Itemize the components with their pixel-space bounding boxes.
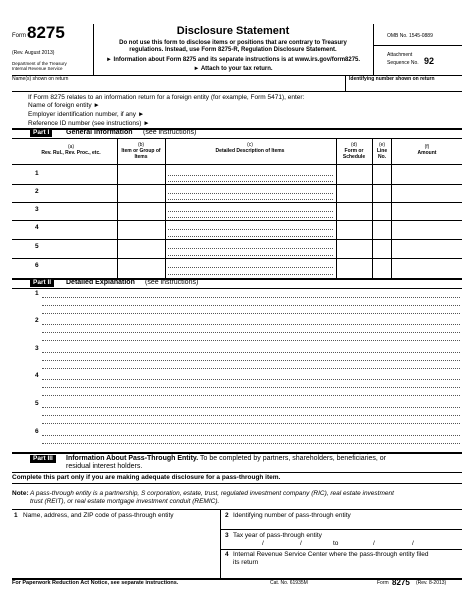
tax-year-slash: /	[300, 540, 302, 547]
part2-row-number: 4	[35, 372, 39, 379]
form-number: 8275	[27, 23, 65, 42]
col-a-letter: (a)	[67, 144, 75, 150]
note-text-line2: trust (REIT), or real estate mortgage investment conduit (REMIC).	[30, 498, 220, 505]
foreign-ein-label: Employer identification number, if any ►	[28, 111, 145, 118]
col-e-label: Line No.	[376, 148, 388, 160]
part3-line2-label: Identifying number of pass-through entity	[233, 512, 351, 519]
part1-row-number: 5	[35, 243, 39, 250]
sequence-number: 92	[424, 56, 435, 66]
part1-row-number: 2	[35, 188, 39, 195]
part3-badge: Part III	[30, 455, 56, 463]
col-b-letter: (b)	[137, 142, 145, 148]
foreign-reference-label: Reference ID number (see instructions) ►	[28, 120, 150, 127]
foreign-reference-input[interactable]	[165, 120, 460, 128]
instruction-line2: regulations. Instead, use Form 8275-R, Regulation Disclosure Statement.	[129, 47, 337, 53]
pass-through-id-input[interactable]	[223, 520, 460, 528]
instruction-line1: Do not use this form to disclose items or positions that are contrary to Treasury	[119, 40, 347, 46]
footer-form-number: 8275	[392, 578, 410, 587]
part3-title-line2: residual interest holders.	[66, 463, 143, 470]
instruction-line4: ► Attach to your tax return.	[193, 66, 273, 72]
col-a-label: Rev. Rul., Rev. Proc., etc.	[41, 150, 101, 156]
instruction-line3: ► Information about Form 8275 and its separate instructions is at www.irs.gov/form8275.	[105, 57, 361, 63]
part3-title: Information About Pass-Through Entity.	[66, 455, 199, 462]
part1-row5-input[interactable]	[20, 240, 116, 257]
part2-row6-input[interactable]	[42, 428, 460, 448]
part2-title-note: (see instructions)	[145, 279, 199, 286]
part3-line2-number: 2	[225, 512, 229, 519]
pass-through-name-address-input[interactable]	[14, 522, 218, 576]
part3-line4-number: 4	[225, 551, 229, 558]
foreign-entity-intro: If Form 8275 relates to an information return for a foreign entity (for example, Form 5471), enter:	[28, 94, 305, 101]
part2-row-number: 2	[35, 317, 39, 324]
tax-year-to: to	[333, 540, 339, 547]
part1-row2-input[interactable]	[20, 185, 116, 201]
part1-title-note: (see instructions)	[143, 129, 197, 136]
part2-row2-input[interactable]	[42, 317, 460, 342]
identifying-number-input[interactable]	[348, 82, 460, 91]
omb-number: OMB No. 1545-0889	[387, 33, 433, 39]
cat-number: Cat. No. 61935M	[270, 580, 308, 586]
form-word: Form	[12, 33, 26, 39]
part1-row6-input[interactable]	[20, 259, 116, 277]
part3-line4-label-a: Internal Revenue Service Center where the pass-through entity filed	[233, 551, 429, 558]
part1-row-number: 6	[35, 262, 39, 269]
note-label: Note:	[12, 490, 29, 497]
footer-revision: (Rev. 8-2013)	[416, 580, 447, 586]
part3-complete-note: Complete this part only if you are making adequate disclosure for a pass-through item.	[12, 474, 281, 481]
part1-row-number: 3	[35, 206, 39, 213]
part3-title-block	[66, 455, 456, 463]
footer-form-word: Form	[377, 580, 389, 586]
tax-year-slash: /	[262, 540, 264, 547]
names-label: Name(s) shown on return	[12, 76, 69, 82]
tax-year-slash: /	[412, 540, 414, 547]
department-line2: Internal Revenue Service	[12, 66, 63, 71]
part1-row1-input[interactable]	[20, 165, 116, 183]
attachment-label: Attachment	[387, 52, 413, 58]
part3-line4-label-b: its return	[233, 559, 259, 566]
col-d-label: Form or Schedule	[342, 148, 366, 160]
part1-badge: Part I	[30, 129, 52, 137]
part1-row-number: 4	[35, 224, 39, 231]
paperwork-notice: For Paperwork Reduction Act Notice, see separate instructions.	[12, 580, 179, 586]
note-text-line1: A pass-through entity is a partnership, S corporation, estate, trust, regulated investment company (RIC), real estate investment	[30, 490, 394, 497]
part3-title-rest: To be completed by partners, shareholders, beneficiaries, or	[200, 455, 387, 462]
department-line1: Department of the Treasury	[12, 61, 67, 66]
col-b-label: Item or Group of Items	[121, 148, 161, 160]
foreign-name-label: Name of foreign entity ►	[28, 102, 100, 109]
part1-row-number: 1	[35, 170, 39, 177]
col-d-letter: (d)	[350, 142, 358, 148]
form-title: Disclosure Statement	[176, 25, 290, 37]
part1-title: General Information	[66, 129, 133, 136]
part2-row-number: 5	[35, 400, 39, 407]
part2-row4-input[interactable]	[42, 372, 460, 397]
col-f-letter: (f)	[424, 144, 430, 150]
tax-year-input[interactable]	[223, 539, 460, 548]
names-input[interactable]	[12, 82, 342, 91]
part2-title: Detailed Explanation	[66, 279, 135, 286]
part2-row3-input[interactable]	[42, 345, 460, 370]
part2-row1-input[interactable]	[42, 290, 460, 315]
part3-line3-number: 3	[225, 532, 229, 539]
part2-row5-input[interactable]	[42, 400, 460, 425]
part2-row-number: 3	[35, 345, 39, 352]
part1-row3-input[interactable]	[20, 203, 116, 219]
irs-center-input[interactable]	[223, 567, 460, 577]
col-e-letter: (e)	[378, 142, 386, 148]
part3-line3-label: Tax year of pass-through entity	[233, 532, 322, 539]
col-c-label: Detailed Description of Items	[215, 148, 285, 154]
part2-row-number: 6	[35, 428, 39, 435]
part3-line1-number: 1	[14, 512, 18, 519]
identifying-number-label: Identifying number shown on return	[349, 76, 435, 82]
tax-year-slash: /	[373, 540, 375, 547]
part2-badge: Part II	[30, 279, 54, 287]
col-c-letter: (c)	[247, 142, 253, 148]
part2-row-number: 1	[35, 290, 39, 297]
col-f-label: Amount	[417, 150, 437, 156]
foreign-ein-input[interactable]	[160, 111, 460, 119]
sequence-label: Sequence No.	[387, 60, 419, 66]
foreign-name-input[interactable]	[110, 102, 460, 110]
revision-date: (Rev. August 2013)	[12, 50, 55, 56]
part1-row4-input[interactable]	[20, 221, 116, 238]
part3-line1-label: Name, address, and ZIP code of pass-through entity	[23, 512, 174, 519]
